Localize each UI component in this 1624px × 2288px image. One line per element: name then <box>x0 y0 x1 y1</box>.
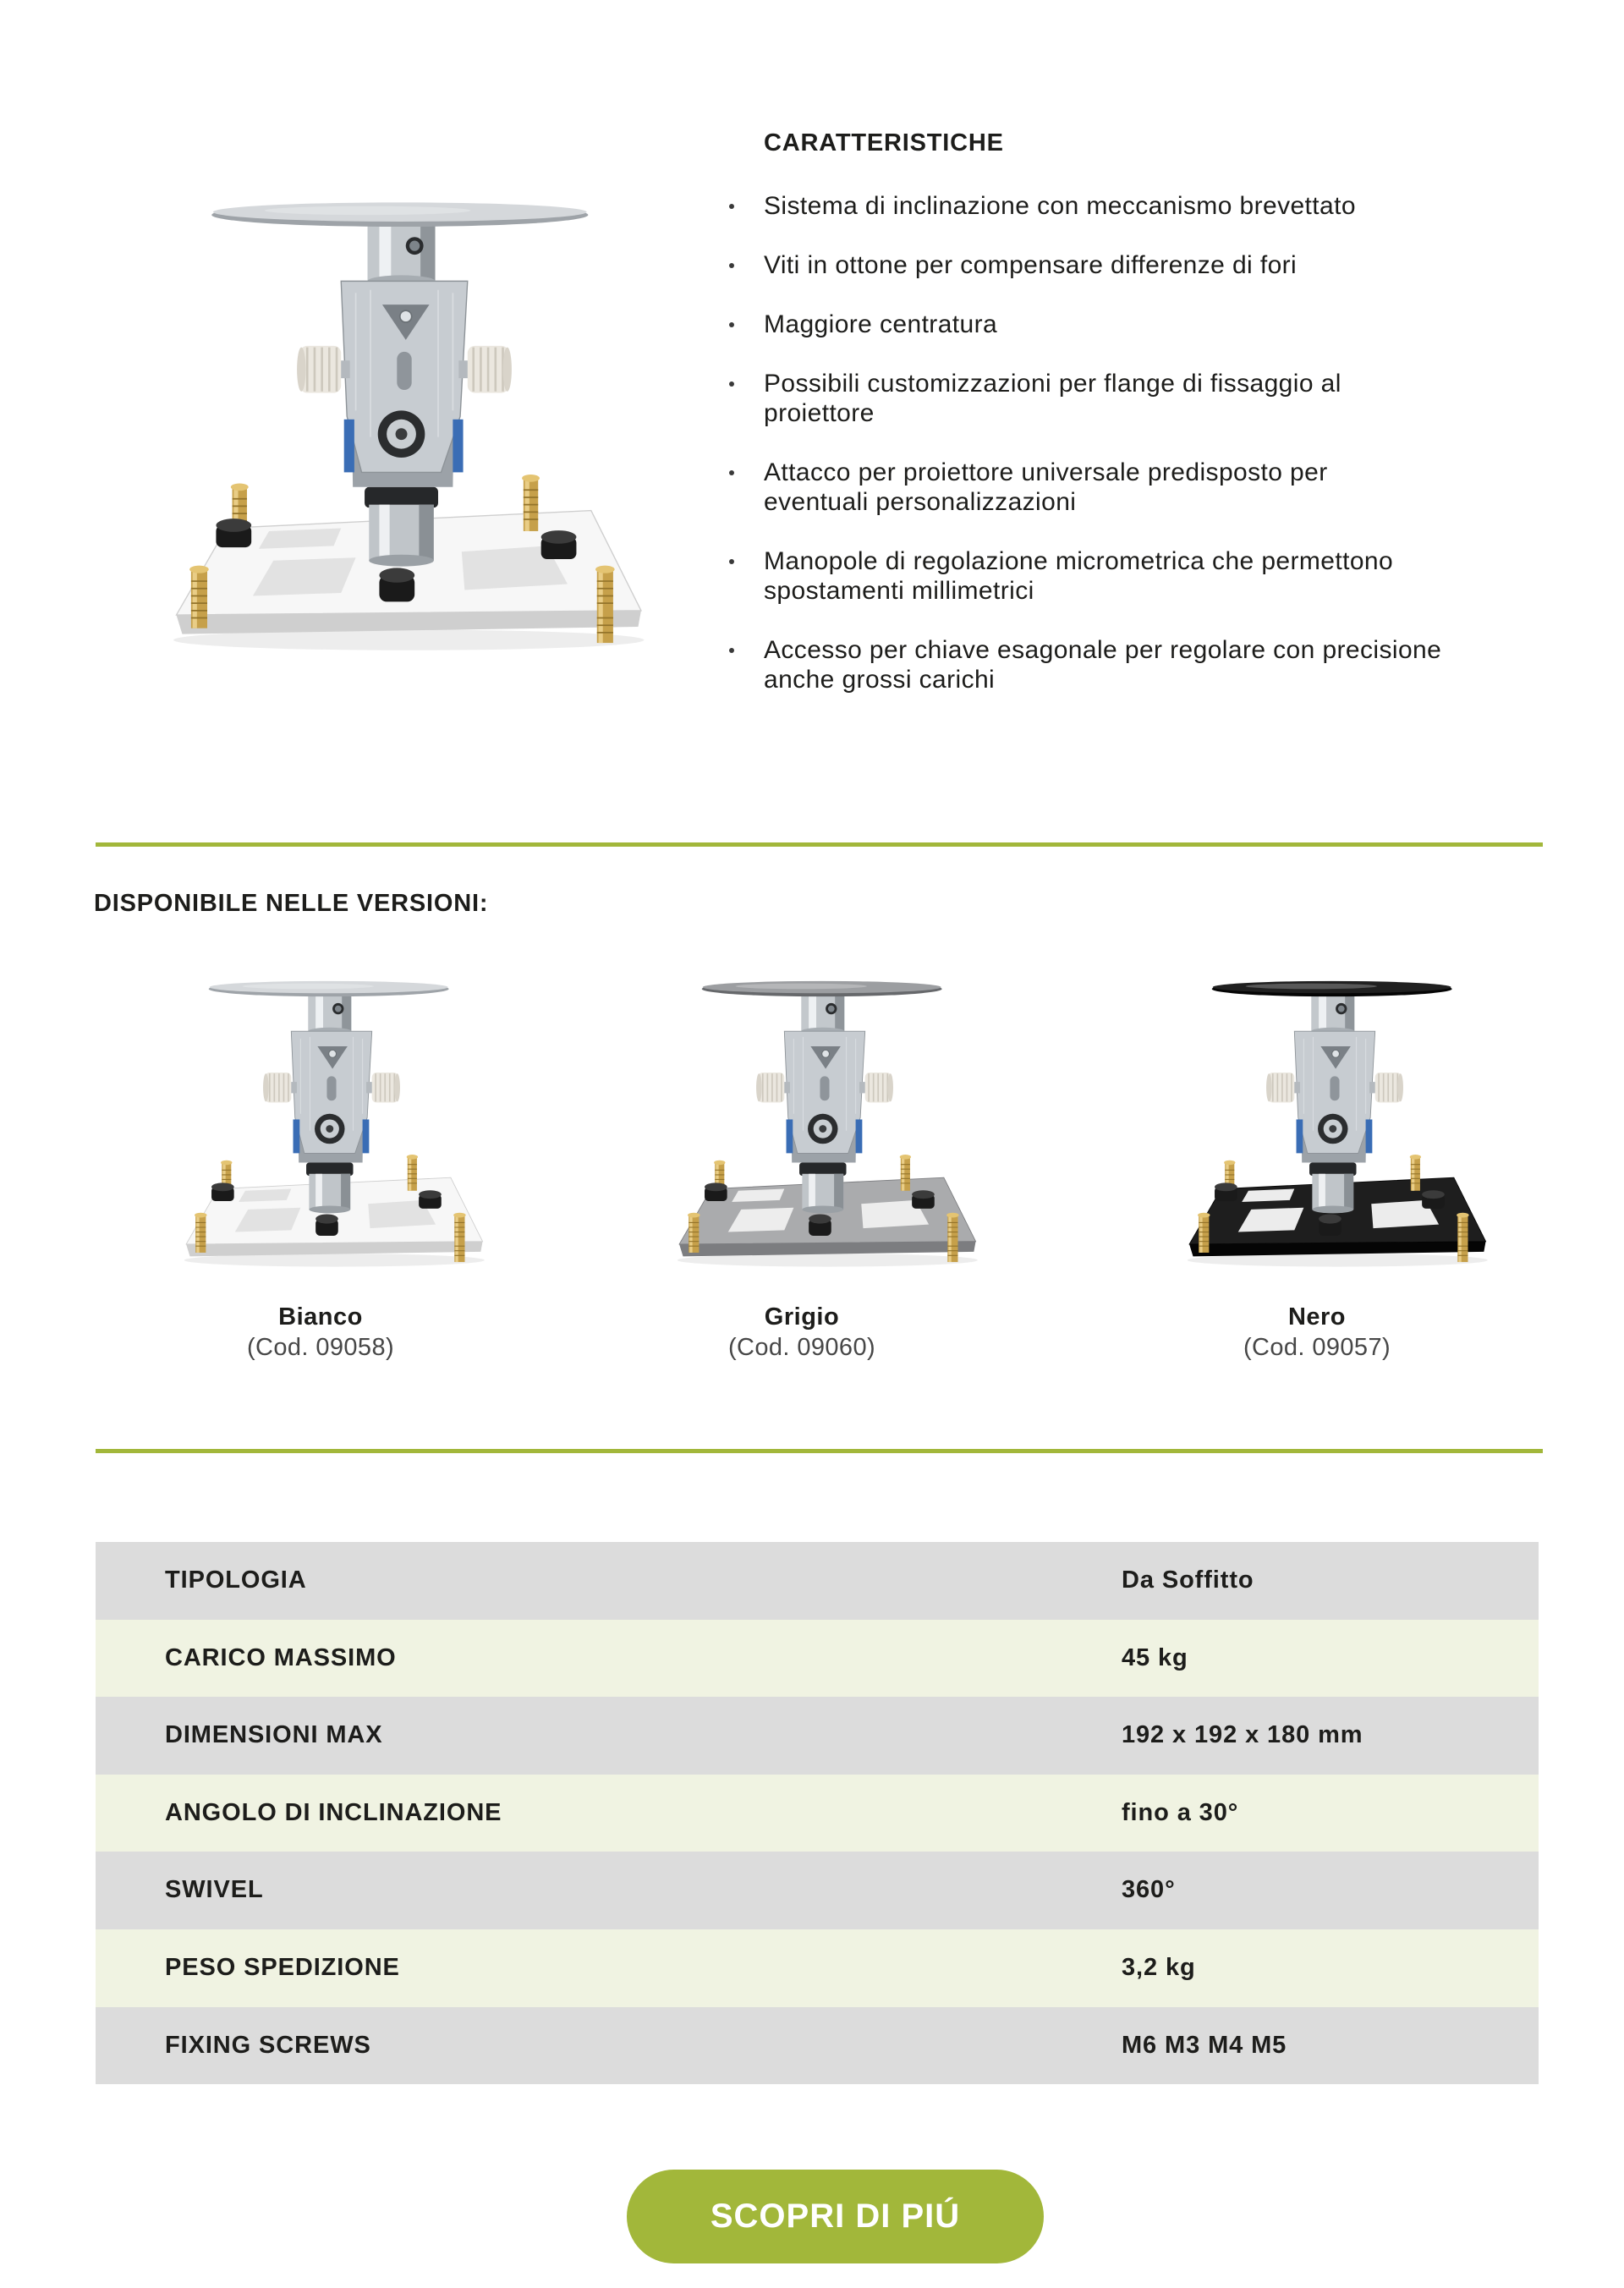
projector-mount-illustration <box>670 979 979 1270</box>
brass-screw-front-right <box>946 1213 958 1262</box>
spec-label: FIXING SCREWS <box>165 2031 371 2059</box>
brass-screw-front-right <box>595 566 615 643</box>
bullet-icon <box>729 559 734 564</box>
product-image-main <box>162 199 647 655</box>
spec-row-tipologia <box>96 1542 1539 1620</box>
spec-value: 3,2 kg <box>1122 1953 1196 1981</box>
neck-cylinder <box>1309 1162 1356 1213</box>
black-knob-front <box>1319 1214 1341 1236</box>
feature-text: Attacco per proiettore universale predisposto per eventuali personalizzazioni <box>764 458 1328 516</box>
scopri-di-piu-button[interactable]: SCOPRI DI PIÚ <box>627 2170 1044 2263</box>
variant-label <box>633 1302 971 1363</box>
spec-value: 360° <box>1122 1876 1176 1904</box>
side-knob-left <box>297 346 350 393</box>
side-knob-right <box>366 1073 400 1102</box>
feature-item <box>764 546 1576 606</box>
black-knob-back-right <box>541 530 577 559</box>
section-divider <box>96 842 1543 847</box>
center-knob <box>1318 1114 1347 1144</box>
brass-screw-front-right <box>1457 1213 1468 1262</box>
feature-text: Accesso per chiave esagonale per regolare con precisione anche grossi carichi <box>764 636 1442 694</box>
black-knob-back-left <box>216 519 251 547</box>
spec-row-angolo-inclinazione <box>96 1775 1539 1852</box>
product-image-bianco <box>177 979 486 1270</box>
spec-label: SWIVEL <box>165 1876 264 1904</box>
feature-text: Maggiore centratura <box>764 310 998 338</box>
feature-item <box>764 635 1576 694</box>
bullet-icon <box>729 263 734 268</box>
product-image-nero <box>1180 979 1490 1270</box>
black-knob-back-left <box>705 1182 727 1201</box>
feature-text: Viti in ottone per compensare differenze di fori <box>764 251 1298 279</box>
black-knob-front <box>379 568 414 601</box>
variant-name: Bianco <box>278 1303 363 1331</box>
spec-row-swivel <box>96 1852 1539 1929</box>
spec-table <box>96 1542 1539 2084</box>
brass-screw-back-right <box>407 1155 418 1191</box>
black-knob-back-right <box>419 1190 442 1209</box>
variant-label <box>151 1302 490 1363</box>
projector-mount-illustration <box>1180 979 1490 1270</box>
center-knob <box>315 1114 344 1144</box>
variant-code: (Cod. 09057) <box>1243 1334 1391 1361</box>
neck-cylinder <box>306 1162 353 1213</box>
neck-cylinder <box>799 1162 846 1213</box>
side-knob-right <box>859 1073 893 1102</box>
features-title: CARATTERISTICHE <box>764 129 1004 156</box>
spec-value: 192 x 192 x 180 mm <box>1122 1721 1363 1749</box>
brass-screw-front-left <box>195 1213 206 1253</box>
bullet-icon <box>729 470 734 475</box>
spec-label: ANGOLO DI INCLINAZIONE <box>165 1798 502 1826</box>
black-knob-back-left <box>211 1182 234 1201</box>
black-knob-back-right <box>912 1190 935 1209</box>
spec-row-fixing-screws <box>96 2007 1539 2085</box>
features-list <box>764 191 1576 724</box>
bullet-icon <box>729 648 734 653</box>
brass-screw-back-right <box>522 475 540 531</box>
spec-row-carico-massimo <box>96 1620 1539 1698</box>
spec-value: Da Soffitto <box>1122 1566 1254 1594</box>
brass-screw-back-right <box>1410 1155 1421 1191</box>
spec-value: M6 M3 M4 M5 <box>1122 2031 1287 2059</box>
brass-screw-front-left <box>189 566 209 628</box>
projector-mount-illustration <box>162 199 647 655</box>
variant-name: Nero <box>1287 1303 1347 1331</box>
feature-text: Sistema di inclinazione con meccanismo brevettato <box>764 192 1356 220</box>
spec-value: 45 kg <box>1122 1643 1188 1671</box>
variant-name: Grigio <box>764 1303 840 1331</box>
black-knob-front <box>315 1214 338 1236</box>
projector-mount-illustration <box>177 979 486 1270</box>
neck-cylinder <box>365 487 438 567</box>
black-knob-front <box>809 1214 831 1236</box>
black-knob-back-right <box>1422 1190 1445 1209</box>
feature-item <box>764 458 1576 517</box>
spec-label: PESO SPEDIZIONE <box>165 1953 400 1981</box>
feature-item <box>764 369 1576 428</box>
side-knob-right <box>458 346 512 393</box>
spec-label: DIMENSIONI MAX <box>165 1721 383 1749</box>
top-disc <box>1212 981 1452 996</box>
bullet-icon <box>729 381 734 387</box>
side-knob-left <box>263 1073 297 1102</box>
feature-text: Manopole di regolazione micrometrica che permettono spostamenti millimetrici <box>764 547 1394 605</box>
bullet-icon <box>729 204 734 209</box>
black-knob-back-left <box>1215 1182 1237 1201</box>
feature-item <box>764 310 1576 339</box>
top-disc <box>211 202 588 227</box>
brass-screw-back-right <box>900 1155 911 1191</box>
feature-item <box>764 250 1576 280</box>
brass-screw-front-left <box>688 1213 700 1253</box>
variant-label <box>1148 1302 1486 1363</box>
feature-item <box>764 191 1576 221</box>
side-knob-left <box>1266 1073 1300 1102</box>
side-knob-right <box>1369 1073 1403 1102</box>
spec-label: CARICO MASSIMO <box>165 1643 397 1671</box>
center-knob <box>378 410 425 458</box>
spec-value: fino a 30° <box>1122 1798 1239 1826</box>
top-disc <box>209 981 449 996</box>
center-knob <box>808 1114 837 1144</box>
brass-screw-front-left <box>1198 1213 1210 1253</box>
spec-row-peso-spedizione <box>96 1929 1539 2007</box>
versions-title: DISPONIBILE NELLE VERSIONI: <box>94 890 489 917</box>
variant-code: (Cod. 09058) <box>246 1334 395 1361</box>
feature-text: Possibili customizzazioni per flange di fissaggio al proiettore <box>764 370 1341 427</box>
spec-label: TIPOLOGIA <box>165 1566 307 1594</box>
section-divider <box>96 1449 1543 1453</box>
top-disc <box>702 981 942 996</box>
brass-screw-front-right <box>453 1213 465 1262</box>
product-image-grigio <box>670 979 979 1270</box>
spec-row-dimensioni-max <box>96 1697 1539 1775</box>
bullet-icon <box>729 322 734 327</box>
variant-code: (Cod. 09060) <box>727 1334 876 1361</box>
side-knob-left <box>756 1073 790 1102</box>
